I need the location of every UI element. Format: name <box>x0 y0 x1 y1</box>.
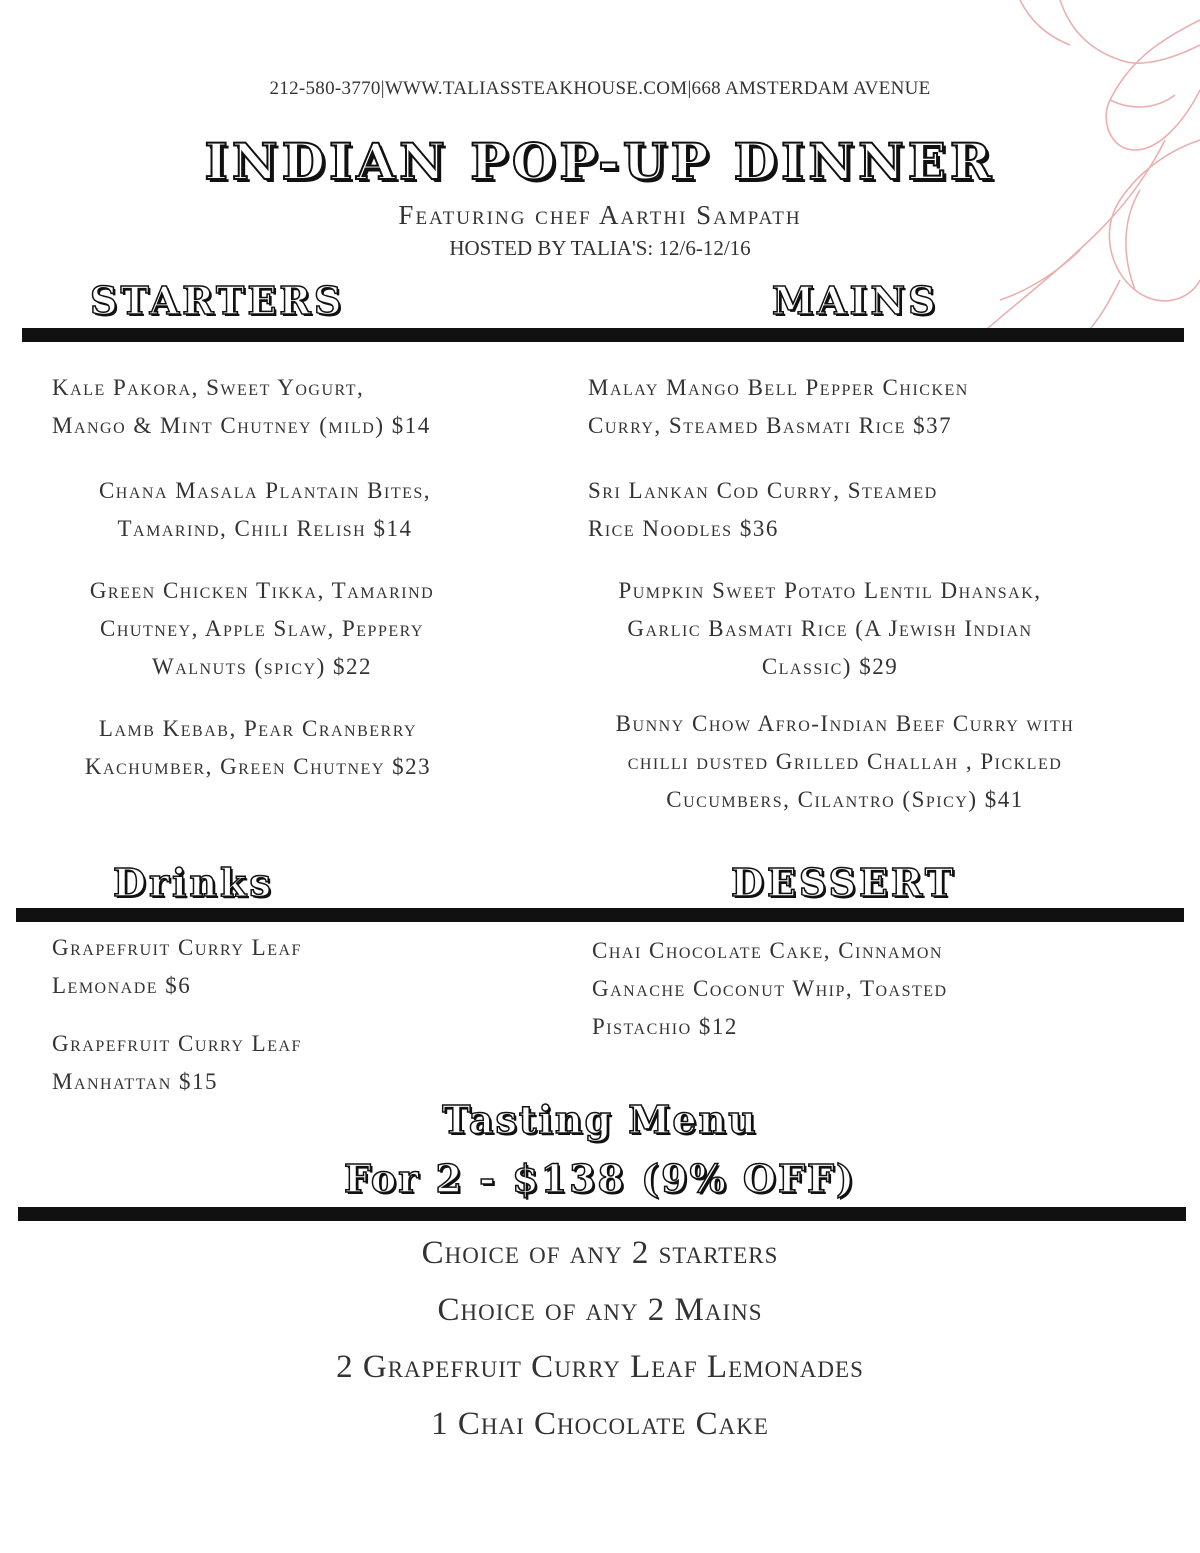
menu-title: INDIAN POP-UP DINNER <box>204 132 996 191</box>
item-line: Kachumber, Green Chutney $23 <box>84 754 432 779</box>
tasting-menu-title: Tasting Menu <box>442 1097 758 1142</box>
starter-item <box>8 710 508 786</box>
drinks-dessert-divider <box>16 908 1184 922</box>
item-line: Classic) $29 <box>761 654 899 679</box>
item-line: Pumpkin Sweet Potato Lentil Dhansak, <box>618 578 1042 603</box>
drinks-heading: Drinks <box>113 860 274 905</box>
item-line: Chai Chocolate Cake, Cinnamon <box>592 938 943 963</box>
main-item <box>588 369 1168 445</box>
item-line: chilli dusted Grilled Challah , Pickled <box>627 749 1063 774</box>
featuring-chef: Featuring chef Aarthi Sampath <box>398 200 802 230</box>
tasting-item: Choice of any 2 starters <box>421 1235 779 1271</box>
item-line: Mango & Mint Chutney (mild) $14 <box>52 413 431 438</box>
item-line: Rice Noodles $36 <box>588 516 779 541</box>
hosted-dates: HOSTED BY TALIA'S: 12/6-12/16 <box>449 236 751 260</box>
item-line: Malay Mango Bell Pepper Chicken <box>588 375 969 400</box>
main-item <box>588 472 1168 548</box>
tasting-divider <box>18 1207 1186 1221</box>
item-line: Kale Pakora, Sweet Yogurt, <box>52 375 365 400</box>
mains-heading: MAINS <box>772 278 939 323</box>
contact-info: 212-580-3770|WWW.TALIASSTEAKHOUSE.COM|668 AMSTERDAM AVENUE <box>269 78 931 99</box>
item-line: Ganache Coconut Whip, Toasted <box>592 976 948 1001</box>
item-line: Sri Lankan Cod Curry, Steamed <box>588 478 938 503</box>
item-line: Garlic Basmati Rice (A Jewish Indian <box>627 616 1033 641</box>
starter-item <box>15 472 515 548</box>
item-line: Grapefruit Curry Leaf <box>52 1031 302 1056</box>
dessert-item <box>592 932 1172 1046</box>
item-line: Green Chicken Tikka, Tamarind <box>89 578 435 603</box>
dessert-heading: DESSERT <box>731 860 957 905</box>
item-line: Lamb Kebab, Pear Cranberry <box>98 716 418 741</box>
tasting-item: 1 Chai Chocolate Cake <box>431 1406 769 1442</box>
item-line: Curry, Steamed Basmati Rice $37 <box>588 413 953 438</box>
item-line: Manhattan $15 <box>52 1069 219 1094</box>
item-line: Pistachio $12 <box>592 1014 738 1039</box>
tasting-menu-price: For 2 - $138 (9% OFF) <box>344 1156 856 1201</box>
item-line: Chana Masala Plantain Bites, <box>98 478 432 503</box>
item-line: Tamarind, Chili Relish $14 <box>117 516 413 541</box>
main-item <box>540 572 1120 686</box>
main-item <box>545 705 1145 819</box>
item-line: Walnuts (spicy) $22 <box>152 654 372 679</box>
starters-mains-divider <box>22 328 1184 342</box>
drink-item <box>52 929 532 1005</box>
starter-item <box>52 369 552 445</box>
item-line: Cucumbers, Cilantro (Spicy) $41 <box>666 787 1024 812</box>
starter-item <box>12 572 512 686</box>
item-line: Chutney, Apple Slaw, Peppery <box>100 616 424 641</box>
tasting-item: Choice of any 2 Mains <box>437 1292 763 1328</box>
starters-heading: STARTERS <box>90 278 345 323</box>
item-line: Bunny Chow Afro-Indian Beef Curry with <box>615 711 1075 736</box>
tasting-item: 2 Grapefruit Curry Leaf Lemonades <box>336 1349 864 1385</box>
drink-item <box>52 1025 532 1101</box>
item-line: Lemonade $6 <box>52 973 192 998</box>
item-line: Grapefruit Curry Leaf <box>52 935 302 960</box>
